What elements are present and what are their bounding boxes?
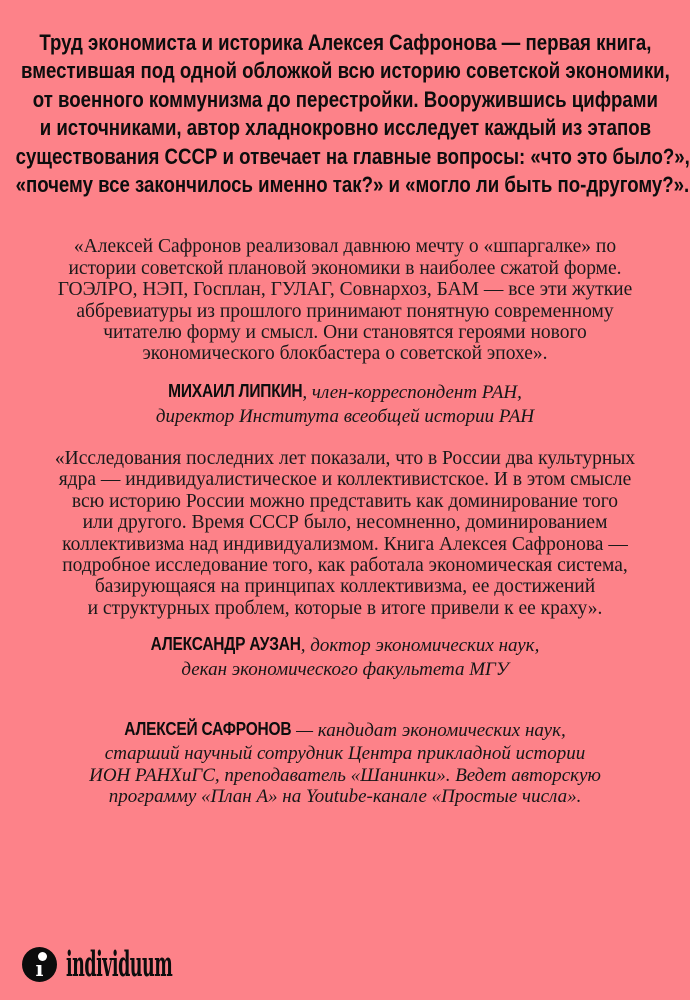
quote-line: истории советской плановой экономики в наиболее сжатой форме. bbox=[68, 257, 622, 279]
quote-line: всю историю России можно представить как доминирование того bbox=[71, 490, 619, 512]
attribution-role: директор Института всеобщей истории РАН bbox=[155, 405, 535, 427]
bio-line: ИОН РАНХиГС, преподаватель «Шанинки». Ведет авторскую bbox=[89, 764, 601, 786]
quote-line: подробное исследование того, как работала экономическая система, bbox=[62, 554, 628, 576]
bio-line bbox=[15, 720, 675, 743]
attribution-name: АЛЕКСАНДР АУЗАН bbox=[150, 634, 301, 656]
quote-line: ГОЭЛРО, НЭП, Госплан, ГУЛАГ, Совнархоз, БАМ — все эти жуткие bbox=[57, 279, 633, 301]
author-name: АЛЕКСЕЙ САФРОНОВ bbox=[124, 719, 292, 741]
quote-line: ядра — индивидуалистическое и коллективистское. И в этом смысле bbox=[58, 469, 632, 491]
headline-line: «почему все закончилось именно так?» и «могло ли быть по-другому?». bbox=[15, 172, 689, 198]
bio-text: — кандидат экономических наук, bbox=[291, 720, 566, 742]
individuum-logo-icon bbox=[22, 947, 57, 982]
quote-auzan bbox=[15, 448, 675, 619]
attribution-auzan bbox=[15, 634, 675, 681]
author-bio bbox=[15, 720, 675, 808]
quote-line: «Алексей Сафронов реализовал давнюю мечту о «шпаргалке» по bbox=[73, 236, 617, 258]
quote-line: или другого. Время СССР было, несомненно, доминированием bbox=[82, 512, 608, 534]
logo-i-stem: ı bbox=[35, 956, 44, 981]
attribution-role: , член-корреспондент РАН, bbox=[302, 381, 522, 403]
headline-line: вместившая под одной обложкой всю историю советской экономики, bbox=[20, 58, 670, 84]
quote-line: базирующаяся на принципах коллективизма, ее достижений bbox=[94, 576, 596, 598]
attribution-name: МИХАИЛ ЛИПКИН bbox=[168, 381, 303, 402]
publisher-wordmark: individuum bbox=[66, 944, 173, 985]
bio-line: программу «План А» на Youtube-канале «Простые числа». bbox=[108, 786, 582, 808]
quote-line: читателю форму и смысл. Они становятся героями нового bbox=[103, 322, 587, 344]
quote-line: и структурных проблем, которые в итоге привели к ее краху». bbox=[87, 597, 603, 619]
quote-lipkin bbox=[15, 236, 675, 364]
quote-line: аббревиатуры из прошлого принимают понятную современному bbox=[76, 300, 614, 322]
bio-line: старший научный сотрудник Центра прикладной истории bbox=[104, 742, 586, 764]
attribution-role: , доктор экономических наук, bbox=[300, 635, 540, 657]
quote-line: «Исследования последних лет показали, что в России два культурных bbox=[54, 447, 636, 469]
quote-line: экономического блокбастера о советской эпохе». bbox=[142, 343, 548, 365]
attribution-role: декан экономического факультета МГУ bbox=[181, 659, 509, 681]
publisher-logo bbox=[22, 944, 279, 985]
headline-block bbox=[15, 29, 690, 199]
headline-line: и источниками, автор хладнокровно исследует каждый из этапов bbox=[39, 115, 651, 141]
attribution-line bbox=[15, 634, 675, 658]
headline-line: Труд экономиста и историка Алексея Сафронова — первая книга, bbox=[38, 30, 652, 55]
attribution-lipkin bbox=[15, 381, 675, 428]
headline-line: от военного коммунизма до перестройки. Вооружившись цифрами bbox=[32, 86, 658, 112]
attribution-line bbox=[15, 381, 675, 405]
headline-text bbox=[15, 29, 690, 199]
headline-line: существования СССР и отвечает на главные вопросы: «что это было?», bbox=[15, 143, 690, 169]
quote-line: коллективизма над индивидуализмом. Книга Алексея Сафронова — bbox=[62, 533, 628, 555]
